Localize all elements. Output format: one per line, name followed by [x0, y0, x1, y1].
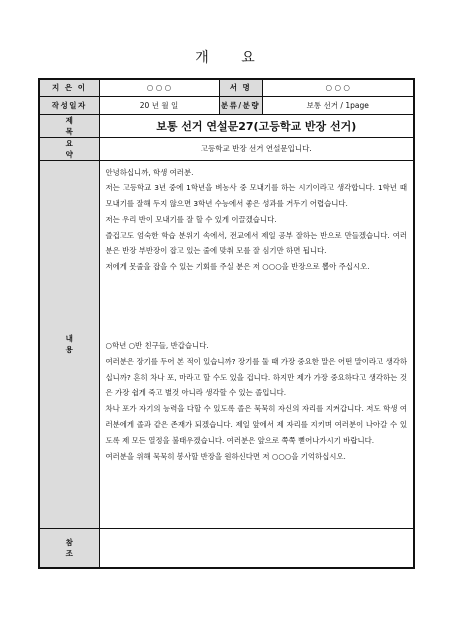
reference-label: 참 조 — [39, 528, 99, 568]
signature-value: ○ ○ ○ — [262, 79, 414, 96]
content-body — [99, 160, 414, 528]
content-paragraph: 저에게 못줄을 잡을 수 있는 기회를 주실 분은 저 ○○○을 반장으로 뽑아 주십시오. — [105, 262, 370, 272]
author-value: ○ ○ ○ — [99, 79, 219, 96]
content-paragraph: 여러분은 장기를 두어 본 적이 있습니까? 장기를 둘 때 가장 중요한 말은 어떤 말이라고 생각하십니까? 흔히 차나 포, 마라고 할 수도 있을 겁니다. 하지만 제가 가장 중요하다고 생각하는 것은 가장 쉽게 죽고 별것 아니라 생각할 수 있는 졸입니다. — [105, 356, 407, 398]
date-row — [39, 96, 414, 114]
content-paragraph: 여러분을 위해 묵묵히 봉사할 반장을 원하신다면 저 ○○○을 기억하십시오. — [105, 451, 346, 461]
content-paragraph: 저는 고등학교 3년 중에 1학년을 벼농사 중 모내기를 하는 시기이라고 생각합니다. 1학년 때 모내기를 잘해 두지 않으면 3학년 수능에서 좋은 성과를 거두기 어렵습니다. — [105, 183, 407, 209]
summary-value: 고등학교 반장 선거 연설문입니다. — [99, 137, 414, 160]
document-title: 개 요 — [195, 50, 269, 66]
content-label: 내 용 — [39, 160, 99, 528]
summary-row — [39, 137, 414, 160]
signature-label: 서 명 — [219, 79, 262, 96]
content-paragraph: 안녕하십니까, 학생 여러분. — [105, 167, 194, 177]
reference-value — [99, 528, 414, 568]
subject-label: 제 목 — [39, 114, 99, 137]
content-row — [39, 160, 414, 528]
content-paragraph: 저는 우리 반이 모내기를 잘 할 수 있게 이끌겠습니다. — [105, 214, 277, 224]
content-spacer — [106, 275, 408, 338]
subject-value: 보통 선거 연설문27(고등학교 반장 선거) — [99, 114, 414, 137]
summary-label: 요 약 — [39, 137, 99, 160]
date-value: 20 년 월 일 — [99, 96, 219, 114]
content-paragraph: 차나 포가 자기의 능력을 다할 수 있도록 졸은 묵묵히 자신의 자리를 지켜갑니다. 저도 학생 여러분에게 졸과 같은 존재가 되겠습니다. 제일 앞에서 제 자리를 지키며 여러분이 나아갈 수 있도록 제 모든 열정을 불태우겠습니다. 여러분은 앞으로 쭉쭉 뻗어나가시기 바랍니다. — [105, 404, 407, 445]
content-paragraph: 즐겁고도 엄숙한 학습 분위기 속에서, 전교에서 제일 공부 잘하는 반으로 만들겠습니다. 여러분은 반장 부반장이 잡고 있는 줄에 맞춰 모를 잘 심기만 하면 됩니다. — [105, 230, 407, 256]
date-label: 작성일자 — [39, 96, 99, 114]
category-label: 분류/분량 — [219, 96, 262, 114]
summary-form — [38, 78, 415, 569]
reference-row — [39, 528, 414, 568]
category-value: 보통 선거 / 1page — [262, 96, 414, 114]
author-label: 지 은 이 — [39, 79, 99, 96]
content-paragraph: ○학년 ○반 친구들, 반갑습니다. — [105, 341, 209, 351]
subject-row — [39, 114, 414, 137]
author-row — [39, 79, 414, 96]
